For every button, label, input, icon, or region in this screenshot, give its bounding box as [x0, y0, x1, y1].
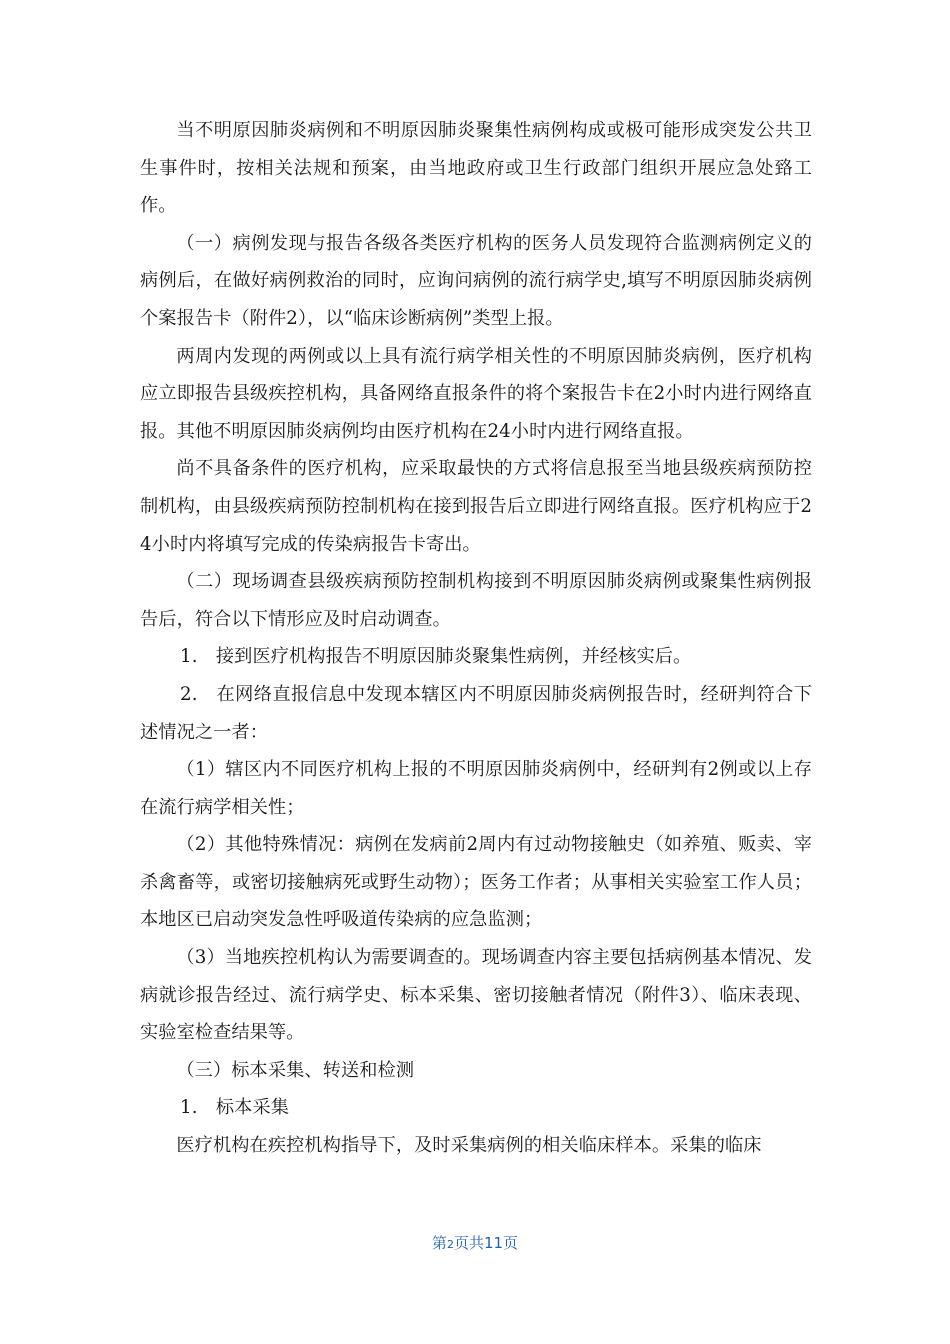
footer-current-page: 2 [446, 1238, 454, 1251]
paragraph-field-investigation: （二）现场调查县级疾病预防控制机构接到不明原因肺炎病例或聚集性病例报告后，符合以下情形应及时启动调查。 [140, 571, 812, 630]
footer-total-pages: 11 [483, 1234, 504, 1252]
section-heading-sampling: （三）标本采集、转送和检测 [176, 1059, 415, 1081]
footer-suffix: 页 [503, 1234, 519, 1252]
paragraph-cluster-report: 两周内发现的两例或以上具有流行病学相关性的不明原因肺炎病例，医疗机构应立即报告县级疾控机构，具备网络直报条件的将个案报告卡在2小时内进行网络直报。其他不明原因肺炎病例均由医疗机构在24小时内进行网络直报。 [140, 345, 812, 442]
list-item-sampling: 1. 标本采集 [180, 1097, 290, 1119]
paragraph-sampling: 医疗机构在疾控机构指导下，及时采集病例的相关临床样本。采集的临床 [176, 1135, 762, 1157]
page-number-footer [0, 1232, 950, 1253]
list-item-1: 1. 接到医疗机构报告不明原因肺炎聚集性病例，并经核实后。 [180, 646, 692, 668]
document-body [140, 112, 812, 1165]
paragraph-emergency-response: 当不明原因肺炎病例和不明原因肺炎聚集性病例构成或极可能形成突发公共卫生事件时，按相关法规和预案，由当地政府或卫生行政部门组织开展应急处臵工作。 [140, 120, 812, 217]
sub-item-3: （3）当地疾控机构认为需要调查的。现场调查内容主要包括病例基本情况、发病就诊报告经过、流行病学史、标本采集、密切接触者情况（附件3）、临床表现、实验室检查结果等。 [140, 947, 812, 1044]
footer-middle: 页共 [453, 1234, 484, 1252]
sub-item-2: （2）其他特殊情况：病例在发病前2周内有过动物接触史（如养殖、贩卖、宰杀禽畜等，或密切接触病死或野生动物）；医务工作者；从事相关实验室工作人员；本地区已启动突发急性呼吸道传染病的应急监测； [140, 834, 812, 931]
list-item-2: 2. 在网络直报信息中发现本辖区内不明原因肺炎病例报告时，经研判符合下述情况之一者： [140, 683, 812, 743]
sub-item-1: （1）辖区内不同医疗机构上报的不明原因肺炎病例中，经研判有2例或以上存在流行病学相关性； [140, 759, 812, 818]
footer-prefix: 第 [431, 1234, 447, 1252]
paragraph-no-network: 尚不具备条件的医疗机构，应采取最快的方式将信息报至当地县级疾病预防控制机构，由县级疾病预防控制机构在接到报告后立即进行网络直报。医疗机构应于24小时内将填写完成的传染病报告卡寄出。 [140, 458, 812, 555]
paragraph-case-discovery: （一）病例发现与报告各级各类医疗机构的医务人员发现符合监测病例定义的病例后，在做好病例救治的同时，应询问病例的流行病学史,填写不明原因肺炎病例个案报告卡（附件2），以“临床诊断病例”类型上报。 [140, 232, 812, 329]
